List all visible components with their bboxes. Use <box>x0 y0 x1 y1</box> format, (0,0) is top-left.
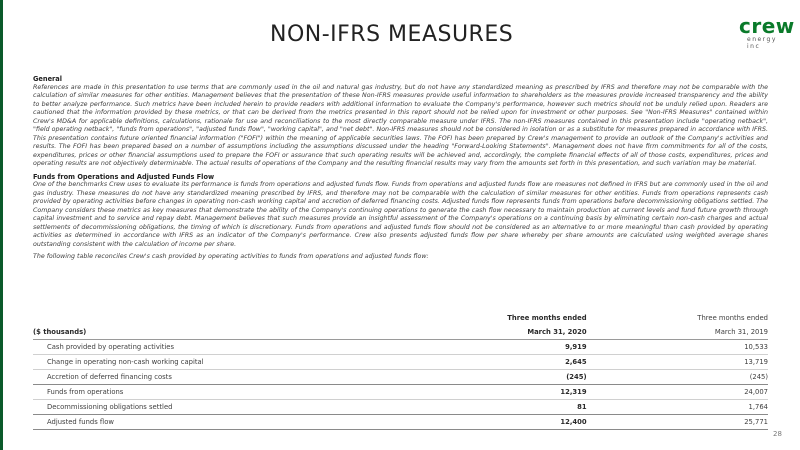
crew-energy-logo <box>739 14 795 50</box>
row-label: Change in operating non-cash working capital <box>33 355 469 370</box>
funds-heading: Funds from Operations and Adjusted Funds Flow <box>33 172 215 181</box>
row-value-2019: 24,007 <box>587 385 768 400</box>
table-row <box>33 370 768 385</box>
row-label: Accretion of deferred financing costs <box>33 370 469 385</box>
row-value-2019: (245) <box>587 370 768 385</box>
col-2019-date: March 31, 2019 <box>587 325 768 340</box>
general-heading: General <box>33 75 63 83</box>
table-row <box>33 400 768 415</box>
row-value-2019: 13,719 <box>587 355 768 370</box>
row-value-2020: 12,400 <box>469 415 587 430</box>
table-row <box>33 340 768 355</box>
left-accent-bar <box>0 0 3 450</box>
logo-wordmark: crew <box>739 14 795 38</box>
row-label: Cash provided by operating activities <box>33 340 469 355</box>
table-intro: The following table reconciles Crew's cash provided by operating activities to funds from operations and adjusted funds flow: <box>33 253 429 260</box>
row-label: Funds from operations <box>33 385 469 400</box>
table-row <box>33 355 768 370</box>
row-value-2019: 1,764 <box>587 400 768 415</box>
table-header-row-2 <box>33 325 768 340</box>
reconciliation-table <box>33 311 768 430</box>
col-2020-period: Three months ended <box>507 314 587 322</box>
row-label: Decommissioning obligations settled <box>33 400 469 415</box>
row-value-2020: (245) <box>469 370 587 385</box>
row-value-2020: 2,645 <box>469 355 587 370</box>
table-row <box>33 415 768 430</box>
funds-paragraph: One of the benchmarks Crew uses to evaluate its performance is funds from operations and adjusted funds flow. Funds from operations and adjusted funds flow are measures not defined in IFRS but are commonly used in the oil and gas industry. These measures do not have any standardized meaning prescribed by IFRS, and therefore may not be comparable with the calculation of similar measures for other entities. Funds from operations represents cash provided by operating activities before changes in operating non-cash working capital and accretion of deferred financing costs. Adjusted funds flow represents funds from operations before decommissioning obligations settled. The Company considers these metrics as key measures that demonstrate the ability of the Company's continuing operations to generate the cash flow necessary to maintain production at current levels and fund future growth through capital investment and to service and repay debt. Management believes that such measures provide an insightful assessment of the Company's operations on a continuing basis by eliminating certain non-cash charges and actual settlements of decommissioning obligations, the timing of which is discretionary. Funds from operations and adjusted funds flow should not be considered as an alternative to or more meaningful than cash provided by operating activities as determined in accordance with IFRS as an indicator of the Company's performance. Crew also presents adjusted funds flow per share whereby per share amounts are calculated using weighted average shares outstanding consistent with the calculation of income per share. <box>33 181 768 248</box>
row-value-2020: 9,919 <box>469 340 587 355</box>
body-content <box>33 75 768 266</box>
table-row <box>33 385 768 400</box>
table-header-row-1 <box>33 311 768 325</box>
col-2019-period: Three months ended <box>697 314 768 322</box>
row-value-2019: 25,771 <box>587 415 768 430</box>
row-value-2019: 10,533 <box>587 340 768 355</box>
row-value-2020: 81 <box>469 400 587 415</box>
slide-title: NON-IFRS MEASURES <box>270 22 514 47</box>
page-number: 28 <box>773 430 782 438</box>
units-label: ($ thousands) <box>33 325 469 340</box>
col-2020-date: March 31, 2020 <box>469 325 587 340</box>
row-label: Adjusted funds flow <box>33 415 469 430</box>
general-paragraph: References are made in this presentation to use terms that are commonly used in the oil and natural gas industry, but do not have any standardized meaning as prescribed by IFRS and therefore may not be comparable with the calculation of similar measures for other entities. Management believes that the presentation of these Non-IFRS measures provide useful information to shareholders as the measures provide increased transparency and the ability to better analyze performance. Such metrics have been included herein to provide readers with additional information to evaluate the Company's performance, however such metrics should not be unduly relied upon. Readers are cautioned that the information provided by these metrics, or that can be derived from the metrics presented in this report should not be relied upon for investment or other purposes. See "Non-IFRS Measures" contained within Crew's MD&A for applicable definitions, calculations, rationale for use and reconciliations to the most directly comparable measure under IFRS. The non-IFRS measures contained in this presentation include "operating netback", "field operating netback", "funds from operations", "adjusted funds flow", "working capital", and "net debt". Non-IFRS measures should not be considered in isolation or as a substitute for measures prepared in accordance with IFRS. This presentation contains future oriented financial information ("FOFI") within the meaning of applicable securities laws. The FOFI has been prepared by Crew's management to provide an outlook of the Company's activities and results. The FOFI has been prepared based on a number of assumptions including the assumptions discussed under the heading "Forward-Looking Statements". Management does not have firm commitments for all of the costs, expenditures, prices or other financial assumptions used to prepare the FOFI or assurance that such operating results will be achieved and, accordingly, the complete financial effects of all of those costs, expenditures, prices and operating results are not objectively determinable. The actual results of operations of the Company and the resulting financial results may vary from the amounts set forth in this presentation, and such variation may be material. <box>33 83 768 167</box>
row-value-2020: 12,319 <box>469 385 587 400</box>
logo-subtitle: energy inc <box>747 36 777 50</box>
